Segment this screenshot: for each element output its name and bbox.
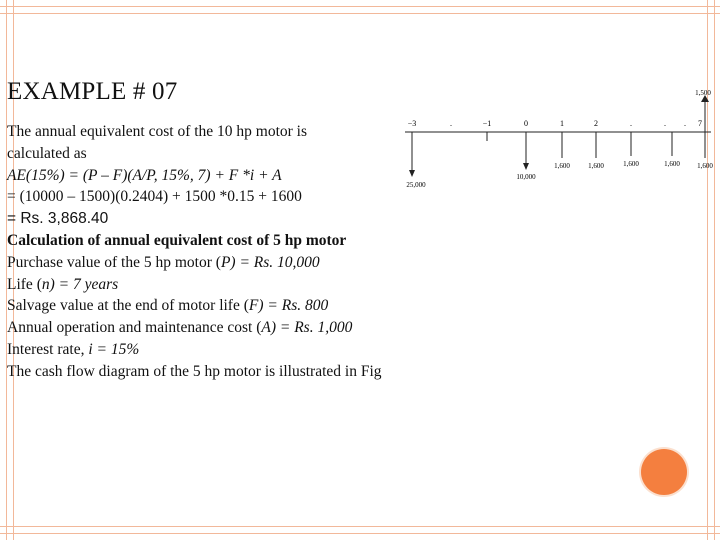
annual-cost-line <box>7 317 447 339</box>
period-label-0: 0 <box>524 119 528 128</box>
outflow-label-5: 1,600 <box>664 160 680 168</box>
inflow-label-7: 1,500 <box>695 89 711 97</box>
decorative-rule-bottom-inner <box>0 526 720 527</box>
outflow-label-minus3: 25,000 <box>406 181 426 189</box>
salvage-value-line <box>7 295 447 317</box>
outflow-label-7: 1,600 <box>697 162 713 170</box>
purchase-value-line <box>7 252 447 274</box>
outflow-label-2: 1,600 <box>588 162 604 170</box>
period-label-dot1: . <box>450 119 452 128</box>
text-line-1: The annual equivalent cost of the 10 hp motor is <box>7 123 308 140</box>
period-label-minus3: −3 <box>407 119 417 128</box>
decorative-rule-top <box>0 6 720 7</box>
interest-rate-label: Interest rate, <box>7 340 89 358</box>
decorative-rule-right <box>707 0 708 540</box>
period-label-2: 2 <box>594 119 598 128</box>
outflow-label-0: 10,000 <box>516 173 536 181</box>
purchase-value-label: Purchase value of the 5 hp motor ( <box>7 253 221 271</box>
decorative-rule-right-inner <box>714 0 715 540</box>
life-value: n) = 7 years <box>41 275 119 293</box>
outflow-arrowhead-0 <box>523 163 529 170</box>
decorative-rule-top-inner <box>0 13 720 14</box>
slide-body <box>7 121 447 383</box>
salvage-value-label: Salvage value at the end of motor life ( <box>7 297 249 315</box>
slide-title: EXAMPLE # 07 <box>7 78 178 105</box>
closing-line: The cash flow diagram of the 5 hp motor is illustrated in Fig <box>7 362 382 380</box>
period-label-dot4: . <box>684 119 686 128</box>
section-heading: Calculation of annual equivalent cost of 5 hp motor <box>7 231 347 249</box>
result-line: = Rs. 3,868.40 <box>7 210 109 228</box>
purchase-value: P) = Rs. 10,000 <box>220 253 320 271</box>
outflow-label-4: 1,600 <box>623 160 639 168</box>
period-label-minus1: −1 <box>482 119 492 128</box>
decorative-rule-bottom <box>0 533 720 534</box>
formula-line: AE(15%) = (P – F)(A/P, 15%, 7) + F *i + A <box>7 166 282 184</box>
salvage-value: F) = Rs. 800 <box>248 297 329 315</box>
life-label: Life ( <box>7 275 42 293</box>
period-label-1: 1 <box>560 119 564 128</box>
period-label-7: 7 <box>698 119 702 128</box>
interest-rate-value: i = 15% <box>88 340 140 358</box>
accent-circle <box>641 449 687 495</box>
annual-cost-label: Annual operation and maintenance cost ( <box>7 319 262 337</box>
life-line <box>7 274 447 296</box>
period-label-dot3: . <box>664 119 666 128</box>
text-line-2: calculated as <box>7 144 87 162</box>
interest-rate-line <box>7 339 447 361</box>
outflow-label-1: 1,600 <box>554 162 570 170</box>
calculation-line: = (10000 – 1500)(0.2404) + 1500 *0.15 + 1600 <box>7 188 302 206</box>
period-label-dot2: . <box>630 119 632 128</box>
annual-cost-value: A) = Rs. 1,000 <box>261 319 353 337</box>
